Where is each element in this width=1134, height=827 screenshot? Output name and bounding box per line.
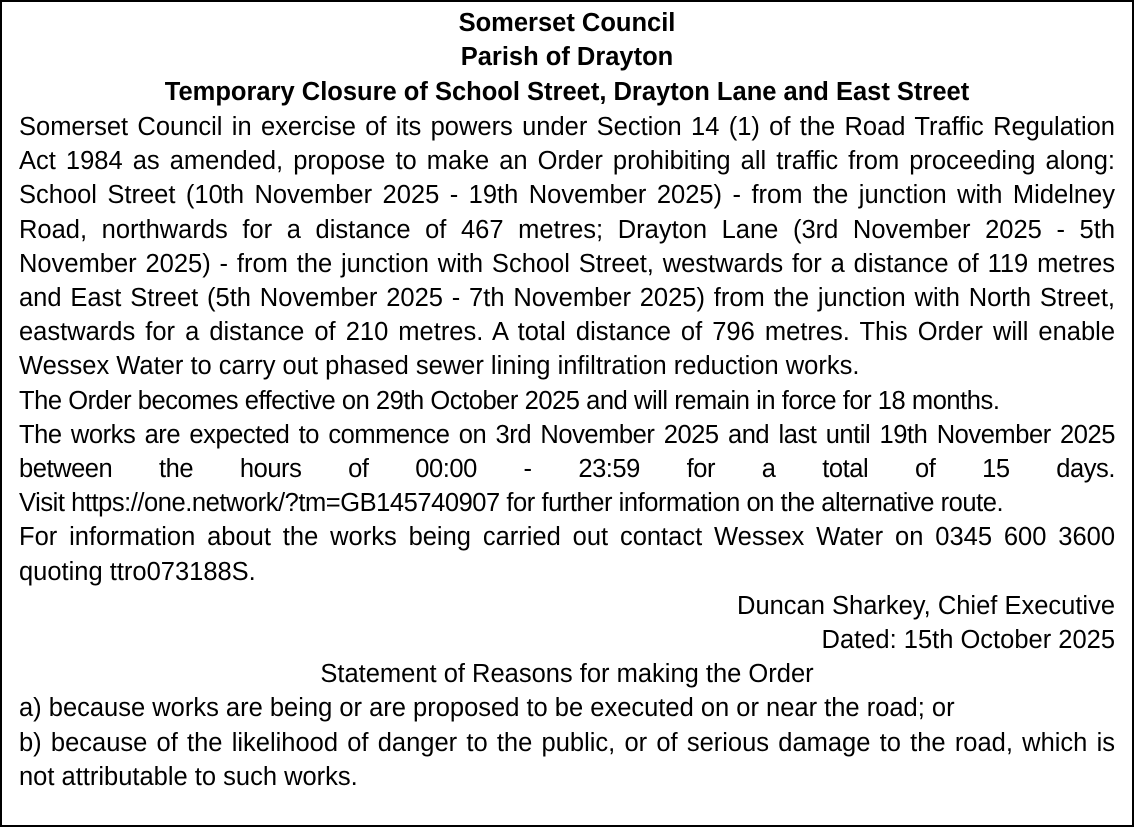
council-name: Somerset Council bbox=[458, 9, 676, 37]
parish-name: Parish of Drayton bbox=[460, 43, 674, 71]
reason-b: b) because of the likelihood of danger to the public, or of serious damage to the road, which is not attributable to such works. bbox=[19, 728, 1115, 791]
effective-date-text: The Order becomes effective on 29th October 2025 and will remain in force for 18 months. bbox=[19, 386, 1000, 415]
works-schedule-text: The works are expected to commence on 3rd November 2025 and last until 19th November 2025 between the hours of 00:00 - 23:59 for a total of 15 days. bbox=[19, 420, 1115, 484]
reasons-heading: Statement of Reasons for making the Order bbox=[320, 660, 814, 689]
alternative-route-text: Visit https://one.network/?tm=GB145740907 for further information on the alternative route. bbox=[19, 489, 1004, 518]
dated-text: Dated: 15th October 2025 bbox=[821, 626, 1115, 655]
signatory: Duncan Sharkey, Chief Executive bbox=[737, 591, 1115, 620]
order-description: Somerset Council in exercise of its powers under Section 14 (1) of the Road Traffic Regulation Act 1984 as amended, propose to make an Order prohibiting all traffic from proceeding along: School Street (10th November 2025 - 19th November 2025) - from the junction with Midelney Road, northwards for a distance of 467 metres; Drayton Lane (3rd November 2025 - 5th November 2025) - from the junction with School Street, westwards for a distance of 119 metres and East Street (5th November 2025 - 7th November 2025) from the junction with North Street, eastwards for a distance of 210 metres. A total distance of 796 metres. This Order will enable Wessex Water to carry out phased sewer lining infiltration reduction works. bbox=[19, 113, 1115, 381]
contact-information-text: For information about the works being carried out contact Wessex Water on 0345 600 3600 quoting ttro073188S. bbox=[19, 523, 1115, 586]
reason-a: a) because works are being or are proposed to be executed on or near the road; or bbox=[19, 694, 955, 723]
notice-title: Temporary Closure of School Street, Drayton Lane and East Street bbox=[164, 78, 970, 106]
